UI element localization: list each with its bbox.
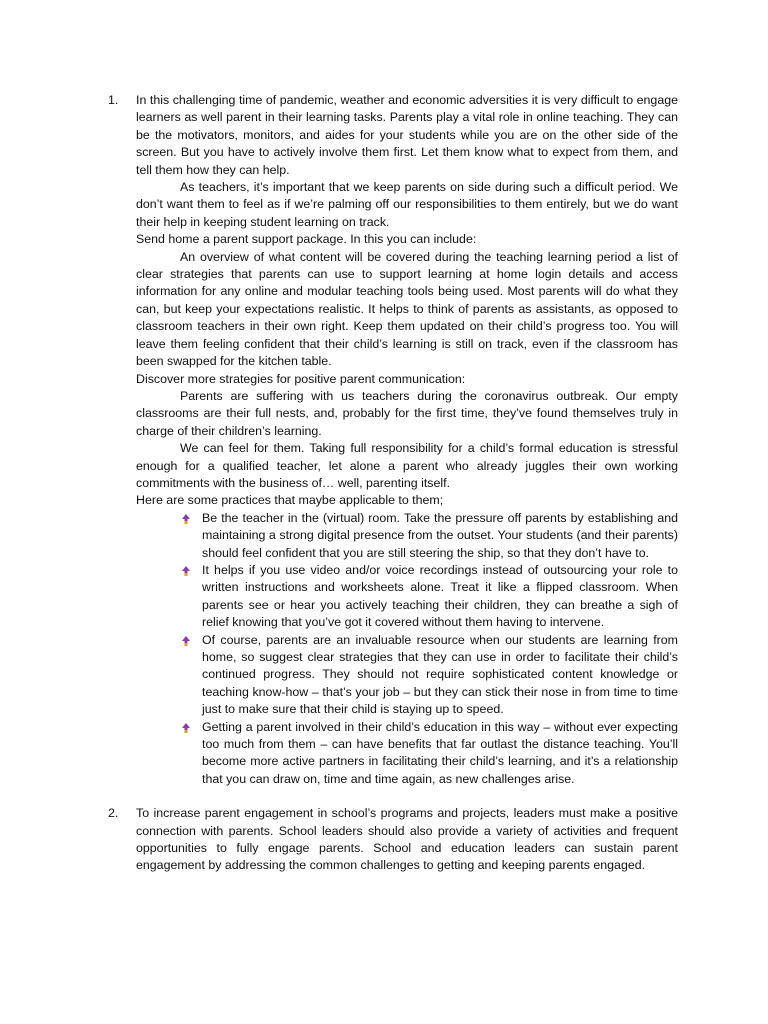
bullet-item <box>202 719 678 789</box>
item-number: 1. <box>108 93 119 107</box>
paragraph: An overview of what content will be covered during the teaching learning period a list of clear strategies that parents can use to support learning at home login details and access information for any online and modular teaching tools being used. Most parents will do what they can, but keep your expectations realistic. It helps to think of parents as assistants, as opposed to classroom teachers in their own right. Keep them updated on their child’s progress too. You will leave them feeling confident that their child’s learning is still on track, even if the classroom has been swapped for the kitchen table. <box>136 249 678 369</box>
arrow-bullet-icon <box>180 513 192 525</box>
bullet-item <box>202 632 678 719</box>
bullet-text: Getting a parent involved in their child’s education in this way – without ever expecting too much from them – can have benefits that far outlast the distance teaching. You’ll become more active partners in facilitating their child’s learning, and it’s a relationship that you can draw on, time and time again, as new challenges arise. <box>202 719 678 786</box>
bullet-text: It helps if you use video and/or voice recordings instead of outsourcing your role to written instructions and worksheets alone. Treat it like a flipped classroom. When parents see or hear you actively teaching their children, they can breathe a sigh of relief knowing that you’ve got it covered without them having to intervene. <box>202 562 678 630</box>
arrow-bullet-icon <box>180 635 192 647</box>
list-item-2 <box>108 805 678 875</box>
section-heading: Send home a parent support package. In this you can include: <box>136 232 477 247</box>
section-heading: Here are some practices that maybe applicable to them; <box>136 493 444 508</box>
bullet-item <box>202 510 678 562</box>
paragraph: Parents are suffering with us teachers during the coronavirus outbreak. Our empty classrooms are their full nests, and, probably for the first time, they’ve found themselves truly in charge of their children’s learning. <box>136 388 678 438</box>
bullet-list <box>136 510 678 789</box>
paragraph: As teachers, it’s important that we keep parents on side during such a difficult period. We don’t want them to feel as if we’re palming off our responsibilities to them entirely, but we do want their help in keeping student learning on track. <box>136 180 678 229</box>
section-heading: Discover more strategies for positive parent communication: <box>136 371 466 386</box>
arrow-bullet-icon <box>180 722 192 734</box>
paragraph: In this challenging time of pandemic, weather and economic adversities it is very difficult to engage learners as well parent in their learning tasks. Parents play a vital role in online teaching. They can be the motivators, monitors, and aides for your students while you are on the other side of the screen. But you have to actively involve them first. Let them know what to expect from them, and tell them how they can help. <box>136 93 678 177</box>
spacer <box>108 788 678 805</box>
paragraph: To increase parent engagement in school’s programs and projects, leaders must make a positive connection with parents. School leaders should also provide a variety of activities and frequent opportunities to fully engage parents. School and education leaders can sustain parent engagement by addressing the common challenges to getting and keeping parents engaged. <box>136 806 678 873</box>
paragraph: We can feel for them. Taking full responsibility for a child’s formal education is stressful enough for a qualified teacher, let alone a parent who already juggles their own working commitments with the business of… well, parenting itself. <box>136 441 678 490</box>
bullet-text: Be the teacher in the (virtual) room. Take the pressure off parents by establishing and maintaining a strong digital presence from the outset. Your students (and their parents) should feel confident that you are still steering the ship, so that they don’t have to. <box>202 510 678 560</box>
document-body <box>108 92 678 875</box>
arrow-bullet-icon <box>180 565 192 577</box>
bullet-text: Of course, parents are an invaluable resource when our students are learning from home, so suggest clear strategies that they can use in order to facilitate their child’s continued progress. They should not require sophisticated content knowledge or teaching know-how – that’s your job – but they can stick their nose in from time to time just to make sure that their child is staying up to speed. <box>202 632 678 717</box>
list-item-1 <box>108 92 678 788</box>
bullet-item <box>202 562 678 632</box>
item-number: 2. <box>108 806 119 821</box>
